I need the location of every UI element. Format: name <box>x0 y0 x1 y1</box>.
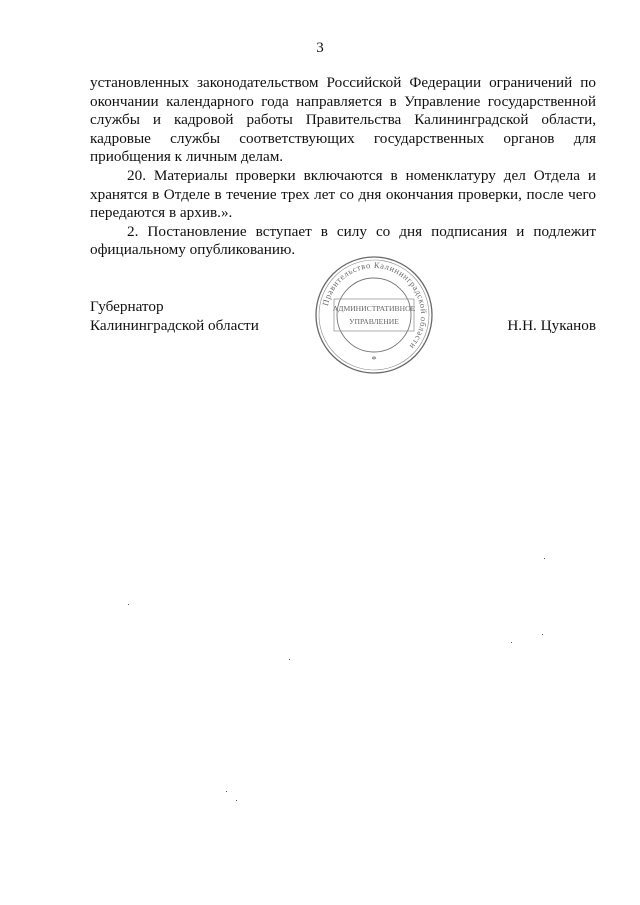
paragraph-item-20: 20. Материалы проверки включаются в номенклатуру дел Отдела и хранятся в Отделе в течение трех лет со дня окончания проверки, после чего передаются в архив.». <box>90 166 596 222</box>
paragraph-continuation: установленных законодательством Российской Федерации ограничений по окончании календарного года направляется в Управление государственной службы и кадровой работы Правительства Калининградской области, кадровые службы соответствующих государственных органов для приобщения к личным делам. <box>90 74 596 166</box>
seal-inner-line1: АДМИНИСТРАТИВНОЕ <box>332 304 416 313</box>
official-seal <box>312 253 436 377</box>
scan-speck <box>289 659 290 660</box>
scan-speck <box>544 558 545 559</box>
seal-inner-line2: УПРАВЛЕНИЕ <box>349 317 399 326</box>
signatory-name: Н.Н. Цуканов <box>507 317 596 334</box>
paragraph-clause-2: 2. Постановление вступает в силу со дня подписания и подлежит официальному опубликованию. <box>90 222 596 259</box>
signatory-title-line1: Губернатор <box>90 298 164 315</box>
signatory-title-line2: Калининградской области <box>90 316 259 334</box>
scan-speck <box>236 800 237 801</box>
scan-speck <box>542 634 543 635</box>
document-body <box>90 74 596 260</box>
signatory-title <box>90 298 259 335</box>
scan-speck <box>511 642 512 643</box>
scan-speck <box>226 791 227 792</box>
scan-speck <box>128 604 129 605</box>
seal-star: * <box>371 354 377 366</box>
seal-outer-text: Правительство Калининградской области <box>319 259 430 352</box>
page-number: 3 <box>316 40 324 56</box>
seal-graphic <box>312 253 436 377</box>
